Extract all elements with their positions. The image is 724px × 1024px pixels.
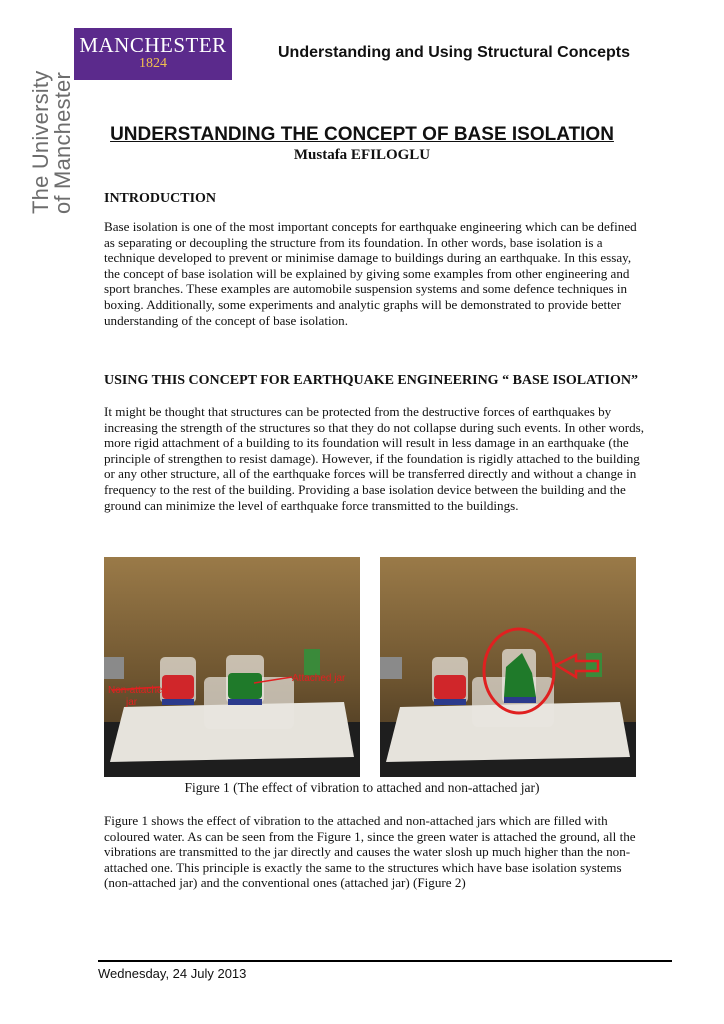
footer-date: Wednesday, 24 July 2013 <box>98 966 247 981</box>
logo-year: 1824 <box>139 56 167 71</box>
photo-before-vibration <box>104 557 360 777</box>
section-heading-base-isolation: USING THIS CONCEPT FOR EARTHQUAKE ENGINEERING “ BASE ISOLATION” <box>104 373 638 388</box>
photo-during-vibration <box>380 557 636 777</box>
document-title: UNDERSTANDING THE CONCEPT OF BASE ISOLATION <box>110 124 614 145</box>
running-header: Understanding and Using Structural Concepts <box>278 44 631 61</box>
university-logo <box>74 28 232 80</box>
logo-name: MANCHESTER <box>79 33 227 57</box>
label-non-attached-jar: Non-attached jar <box>108 685 169 708</box>
base-isolation-paragraph: It might be thought that structures can be protected from the destructive forces of earthquakes by increasing the strength of the structures so that they do not collapse during such events. In other words, more rigid attachment of a building to its foundation will result in less damage in an earthquake (the principle of strengthen to resist damage). However, if the foundation is rigidly attached to the building or any other structure, all of the earthquake forces will be transferred directly and without a change in frequency to the rest of the building. Providing a base isolation device between the building and the ground can minimize the level of earthquake force transmitted to the buildings. <box>104 404 644 513</box>
university-line2: of Manchester <box>50 71 75 214</box>
figure-description-paragraph: Figure 1 shows the effect of vibration to the attached and non-attached jars which are filled with coloured water. As can be seen from the Figure 1, since the green water is attached the ground, all the vibrations are transmitted to the jar directly and causes the water slosh up much higher than the non-attached one. This principle is exactly the same to the structures which have base isolation systems (non-attached jar) and the conventional ones (attached jar) (Figure 2) <box>104 813 636 891</box>
introduction-heading: INTRODUCTION <box>104 191 217 206</box>
introduction-paragraph: Base isolation is one of the most important concepts for earthquake engineering which can be defined as separating or decoupling the structure from its foundation. In other words, base isolation is a technique developed to prevent or minimise damage to buildings during an earthquake. In this essay, the concept of base isolation will be explained by giving some examples from other engineering and sport branches. These examples are automobile suspension systems and some defence techniques in boxing. Additionally, some experiments and analytic graphs will be demonstrated to provide better understanding of the concept of base isolation. <box>104 219 637 328</box>
university-line1: The University <box>28 70 53 214</box>
document-author: Mustafa EFILOGLU <box>293 147 431 163</box>
figure-caption: Figure 1 (The effect of vibration to attached and non-attached jar) <box>184 780 540 795</box>
footer-divider <box>98 960 672 962</box>
label-attached-jar: Attached jar <box>292 673 346 684</box>
